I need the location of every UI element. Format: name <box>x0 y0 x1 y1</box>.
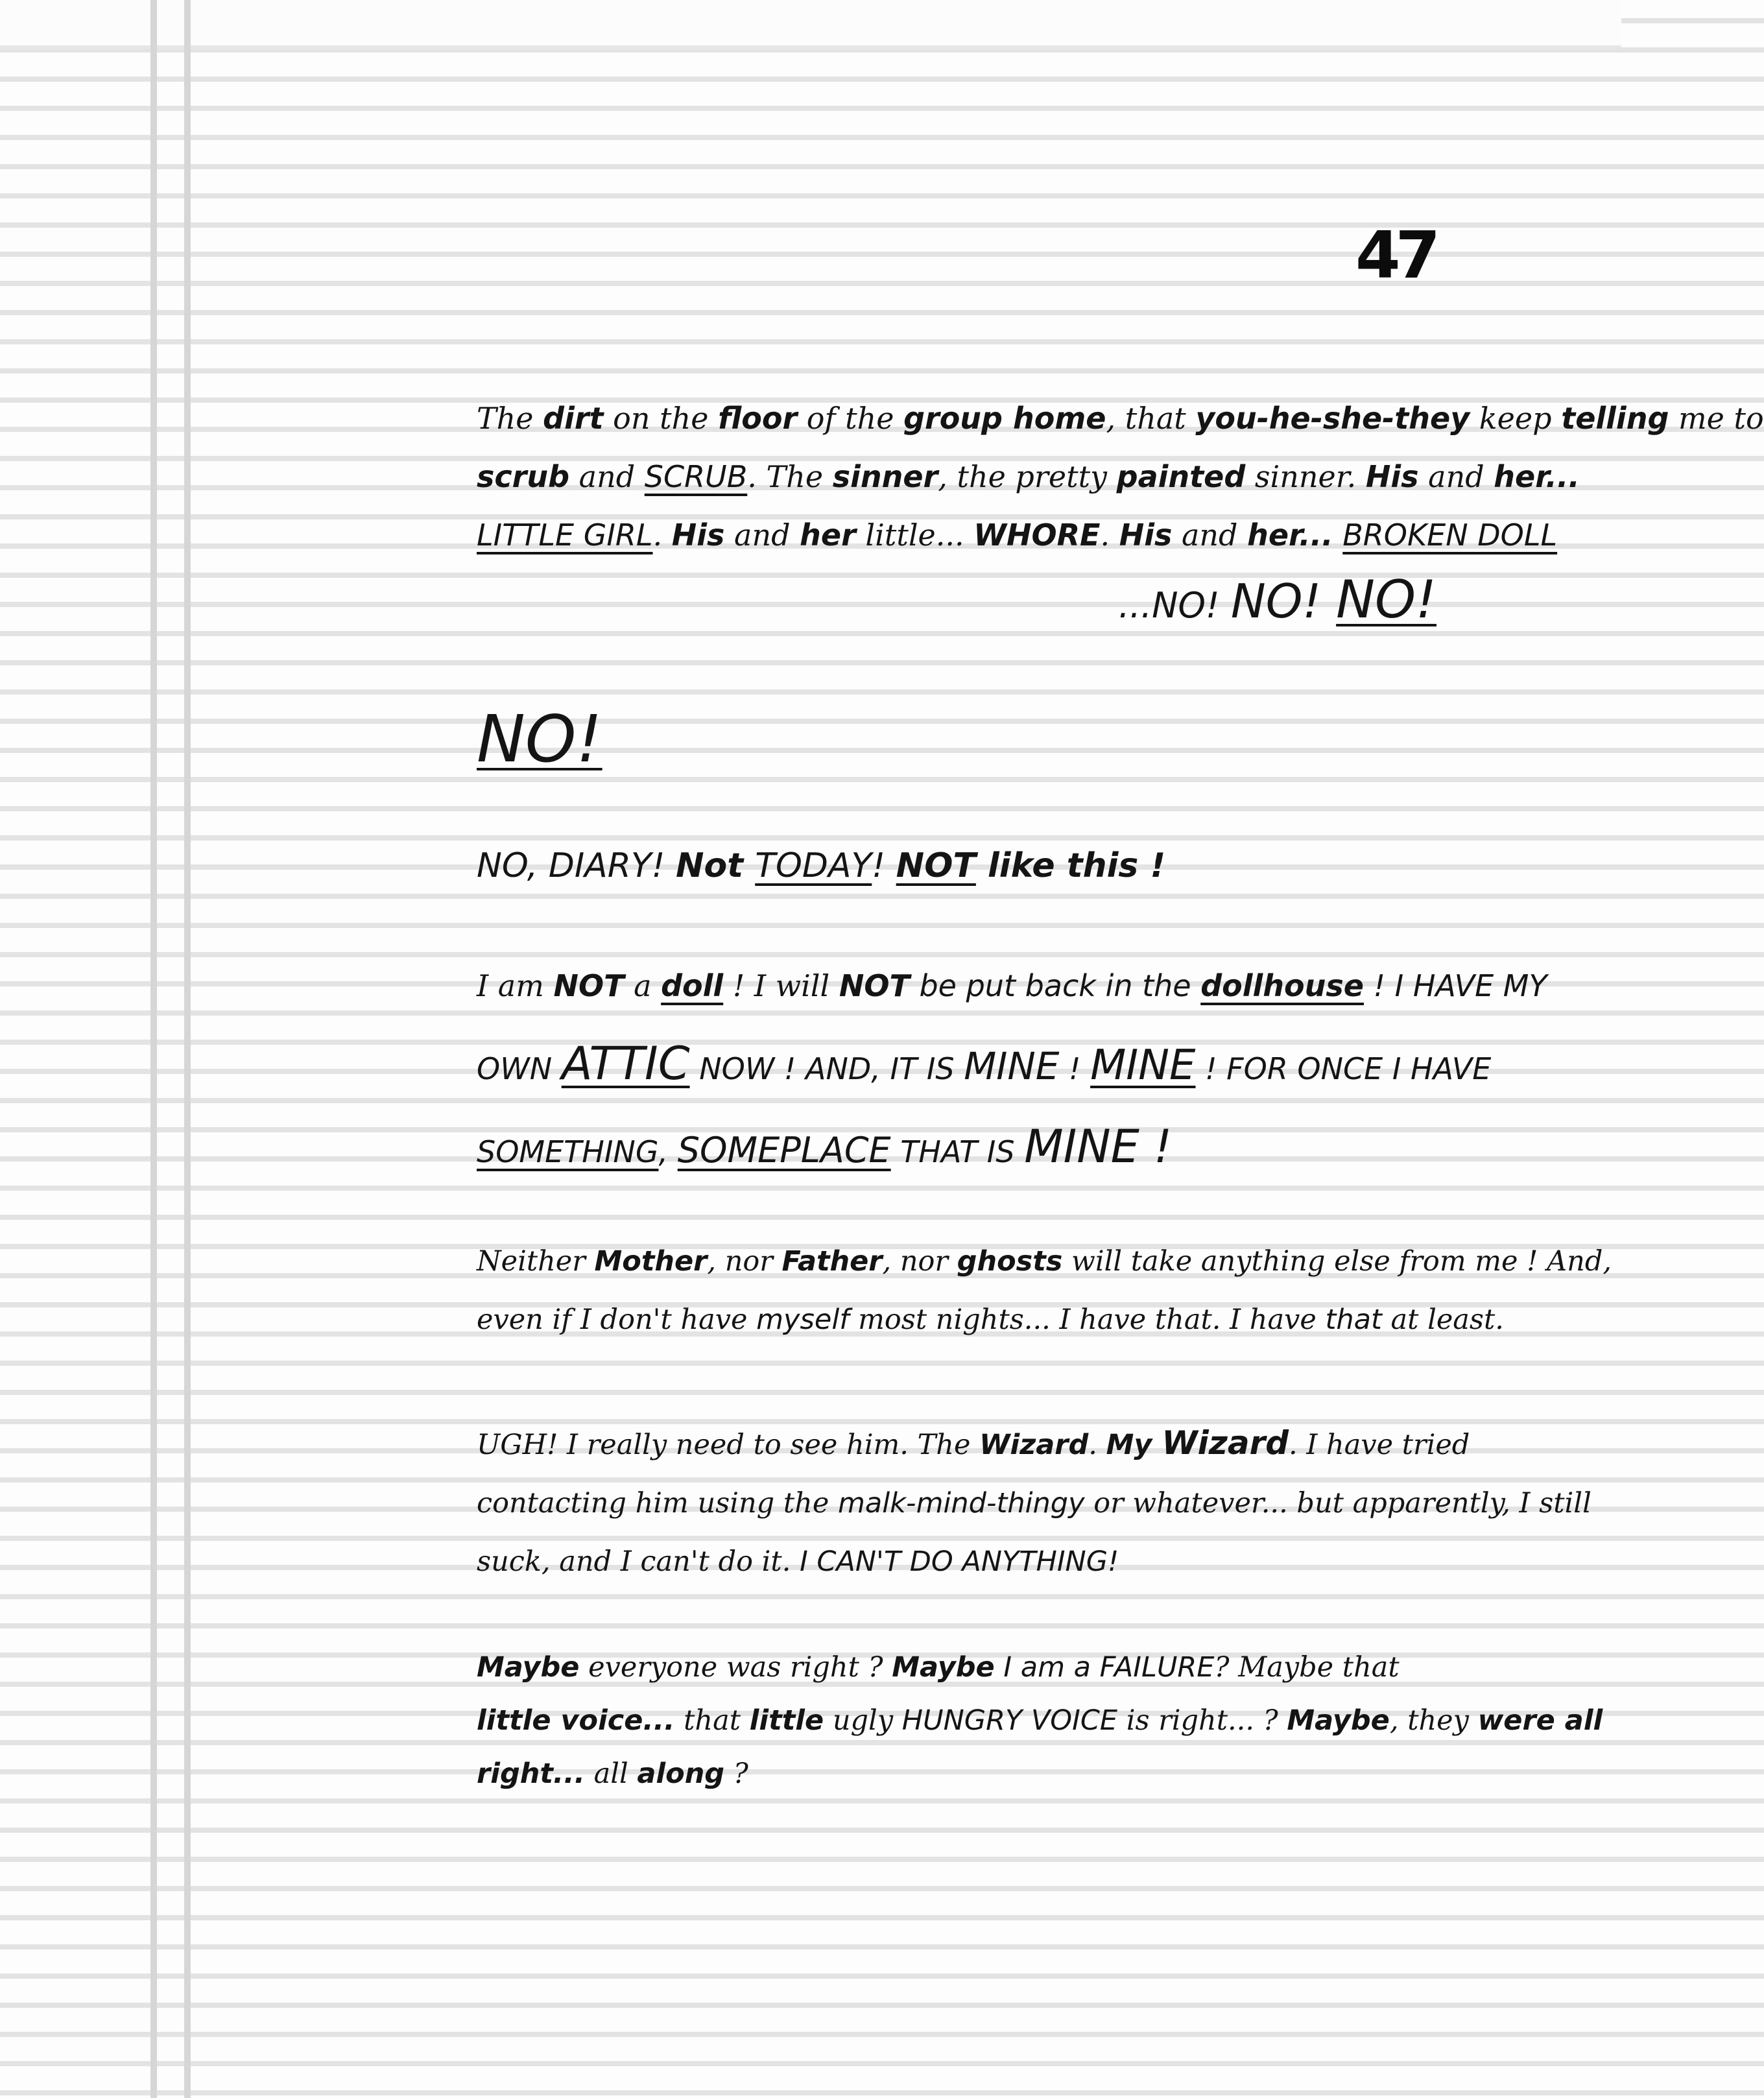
diary-paragraph-7 <box>477 1641 1603 1800</box>
paragraph-1-line-2 <box>477 447 1580 506</box>
text-run: most nights... I have that. I have <box>849 1304 1326 1336</box>
emphasis-text: little voice... <box>477 1704 675 1737</box>
emphasis-text: that <box>1325 1304 1382 1336</box>
emphasis-text: FAILURE <box>1099 1651 1215 1684</box>
text-run: NO, DIARY! <box>477 846 676 885</box>
underlined-text: TODAY <box>755 846 872 885</box>
text-run: and <box>1418 459 1494 494</box>
emphasis-text: painted <box>1116 459 1246 494</box>
paragraph-1-line-1 <box>477 389 1764 447</box>
diary-paragraph-3 <box>477 837 1436 895</box>
emphasis-text: ghosts <box>957 1245 1063 1278</box>
emphasis-text: WHORE <box>973 518 1101 553</box>
shouted-no: NO! <box>477 701 602 777</box>
text-run: , the pretty <box>938 459 1117 494</box>
text-run: even if I don't have <box>477 1304 757 1336</box>
emphasis-text: scrub <box>477 459 570 494</box>
paragraph-7-line-1 <box>477 1641 1436 1694</box>
emphasis-text: her... <box>1247 518 1333 553</box>
emphasis-text: you-he-she-they <box>1195 401 1470 436</box>
text-run: keep <box>1470 401 1562 436</box>
text-run: on the <box>603 401 719 436</box>
diary-paragraph-6 <box>477 1414 1591 1591</box>
paragraph-7-line-2 <box>477 1694 1603 1747</box>
text-run: ! <box>1059 1051 1091 1086</box>
emphasis-text: Maybe <box>1287 1704 1390 1737</box>
text-run: ! <box>872 846 896 885</box>
text-run: and <box>569 459 645 494</box>
emphasis-text: sinner <box>832 459 938 494</box>
text-run: . <box>652 518 672 553</box>
underlined-text: MINE <box>1090 1042 1196 1090</box>
underlined-text: dollhouse <box>1200 968 1364 1003</box>
underlined-text: doll <box>661 968 724 1003</box>
underlined-text: SCRUB <box>644 459 748 494</box>
text-run: Neither <box>477 1245 595 1278</box>
emphasis-text: floor <box>718 401 798 436</box>
emphasis-text: Maybe <box>892 1651 995 1684</box>
emphasis-text: telling <box>1561 401 1669 436</box>
text-run: ugly <box>824 1704 902 1737</box>
paragraph-6-line-1 <box>477 1414 1470 1474</box>
paragraph-4-line-3 <box>477 1108 1436 1191</box>
text-run: NOW ! AND, IT IS <box>689 1051 964 1086</box>
margin-line-left <box>150 0 157 2098</box>
text-run: UGH! I really need to see him. The <box>477 1429 980 1461</box>
text-run: THAT IS <box>890 1134 1025 1169</box>
text-run: , nor <box>882 1245 957 1278</box>
text-run: ! I HAVE MY <box>1363 968 1547 1003</box>
emphasis-text: Wizard <box>979 1429 1089 1461</box>
paragraph-5-line-1 <box>477 1232 1612 1291</box>
paragraph-6-line-3 <box>477 1532 1436 1591</box>
emphasis-text: MINE <box>1024 1120 1139 1173</box>
text-run: and <box>724 518 800 553</box>
page-top-band <box>0 0 1621 49</box>
text-run: sinner. <box>1245 459 1366 494</box>
text-run: I am <box>477 968 554 1003</box>
emphasis-text: Mother <box>594 1245 708 1278</box>
paragraph-7-line-3 <box>477 1747 1436 1800</box>
underlined-text: ATTIC <box>561 1037 690 1090</box>
underlined-text: BROKEN DOLL <box>1342 518 1558 553</box>
diary-paragraph-1 <box>477 389 1764 564</box>
text-run: me to <box>1669 401 1764 436</box>
underlined-text: SOMEPLACE <box>677 1130 891 1171</box>
emphasis-text: Father <box>781 1245 883 1278</box>
emphasis-text: NOT <box>839 968 910 1003</box>
text-run: . <box>1088 1429 1106 1461</box>
emphasis-text: His <box>1119 518 1173 553</box>
text-run: that <box>674 1704 750 1737</box>
emphasis-text: like this ! <box>975 846 1166 885</box>
text-run: will take anything else from me ! And, <box>1062 1245 1612 1278</box>
emphasis-text: her... <box>1494 459 1580 494</box>
text-run: and <box>1172 518 1248 553</box>
emphasis-text: myself <box>756 1304 850 1336</box>
text-run: , nor <box>707 1245 782 1278</box>
underlined-text: SOMETHING <box>477 1134 659 1169</box>
emphasis-text: NOT <box>553 968 625 1003</box>
underlined-text: LITTLE GIRL <box>477 518 653 553</box>
emphasis-text: little <box>749 1704 824 1737</box>
text-run: is right... ? <box>1117 1704 1287 1737</box>
text-run <box>1333 518 1343 553</box>
text-run: ! <box>1139 1120 1173 1173</box>
emphasis-text: malk-mind-thingy <box>837 1487 1085 1520</box>
emphasis-text: His <box>1365 459 1419 494</box>
emphasis-text: Not <box>676 846 756 885</box>
text-run: ! I will <box>723 968 839 1003</box>
text-run: I am a <box>994 1651 1100 1684</box>
emphasis-text: MINE <box>964 1044 1060 1088</box>
text-run: . I have tried <box>1289 1429 1470 1461</box>
text-run: all <box>584 1758 638 1790</box>
emphasis-text: I CAN'T DO ANYTHING! <box>800 1545 1119 1578</box>
text-run: contacting him using the <box>477 1487 838 1520</box>
exclamation-medium: NO! <box>1230 574 1337 628</box>
emphasis-text: dirt <box>543 401 604 436</box>
text-run: , they <box>1389 1704 1478 1737</box>
emphasis-text: HUNGRY VOICE <box>901 1704 1118 1737</box>
text-run: ! FOR ONCE I HAVE <box>1195 1051 1492 1086</box>
text-run: at least. <box>1381 1304 1504 1336</box>
emphasis-text: Wizard <box>1162 1424 1289 1462</box>
text-run: . The <box>747 459 833 494</box>
emphasis-text: her <box>800 518 856 553</box>
text-run: OWN <box>477 1051 562 1086</box>
text-run: little... <box>855 518 974 553</box>
exclamation-large: NO! <box>1336 569 1436 630</box>
text-run: or whatever... but apparently, I still <box>1084 1487 1591 1520</box>
margin-line-right <box>184 0 191 2098</box>
emphasis-text: My <box>1106 1429 1162 1461</box>
emphasis-text: His <box>671 518 725 553</box>
text-run: a <box>624 968 662 1003</box>
page-number: 47 <box>1355 217 1436 293</box>
paragraph-5-line-2 <box>477 1291 1504 1349</box>
paragraph-6-line-2 <box>477 1474 1591 1532</box>
emphasis-text: group home <box>903 401 1106 436</box>
text-run: suck, and I can't do it. <box>477 1545 800 1578</box>
text-run: ? <box>724 1758 748 1790</box>
text-run: everyone was right ? <box>579 1651 892 1684</box>
text-run: be put back in the <box>909 968 1201 1003</box>
diary-paragraph-5 <box>477 1232 1612 1349</box>
text-run: ? Maybe that <box>1214 1651 1400 1684</box>
paragraph-1-exclamation <box>477 571 1436 636</box>
exclamation-small: ...NO! <box>1118 585 1231 626</box>
diary-paragraph-2 <box>477 694 1436 785</box>
text-run: of the <box>797 401 904 436</box>
paragraph-4-line-1 <box>477 947 1547 1025</box>
emphasis-text: Maybe <box>477 1651 580 1684</box>
emphasis-text: were all <box>1477 1704 1603 1737</box>
emphasis-text: right... <box>477 1758 585 1790</box>
underlined-text: NOT <box>896 846 976 885</box>
emphasis-text: along <box>637 1758 725 1790</box>
text-run: , that <box>1106 401 1196 436</box>
paragraph-1-line-3 <box>477 506 1558 564</box>
text-run: , <box>658 1134 678 1169</box>
paragraph-4-line-2 <box>477 1025 1492 1108</box>
text-run: The <box>477 401 543 436</box>
text-run: . <box>1100 518 1119 553</box>
diary-paragraph-4 <box>477 947 1547 1191</box>
